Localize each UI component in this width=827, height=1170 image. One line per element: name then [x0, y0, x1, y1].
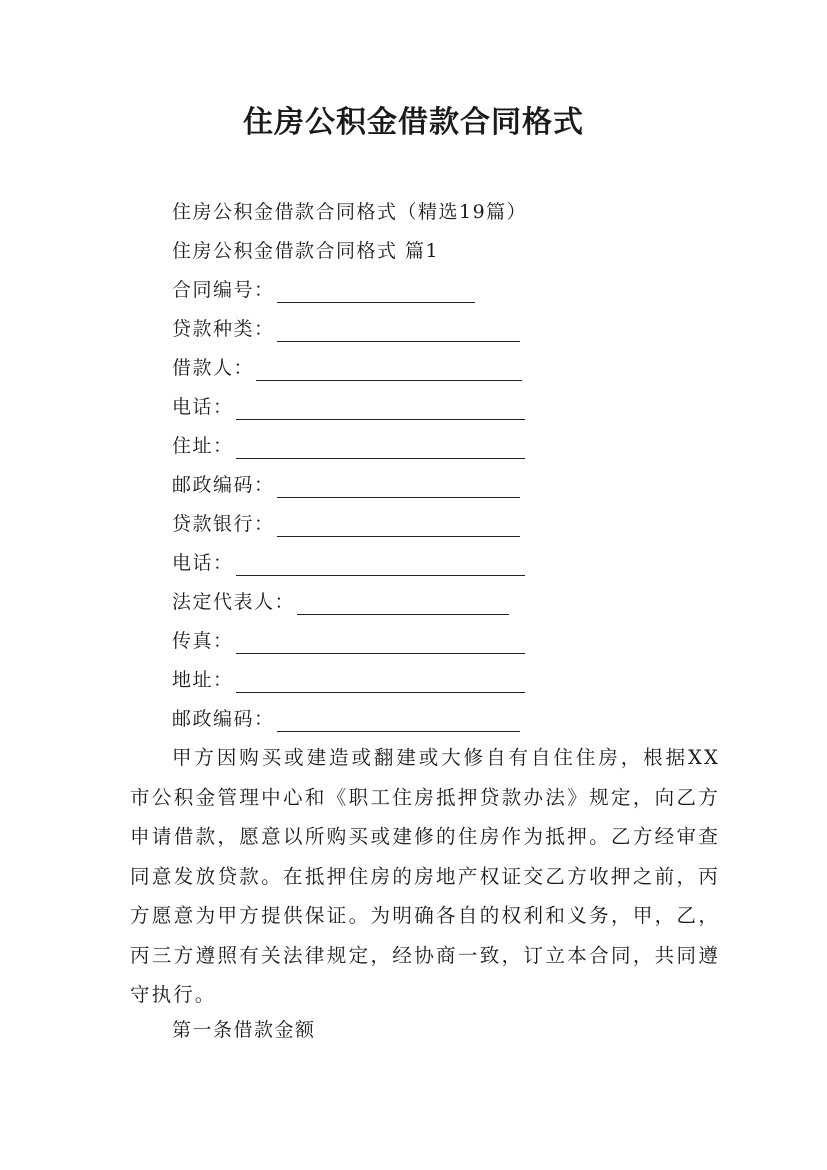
field-label: 邮政编码： — [172, 708, 275, 730]
body-paragraph: 甲方因购买或建造或翻建或大修自有自住住房，根据XX市公积金管理中心和《职工住房抵押贷款办法》规定，向乙方申请借款，愿意以所购买或建修的住房作为抵押。乙方经审查同意发放贷款。在抵押住房的房地产权证交乙方收押之前，丙方愿意为甲方提供保证。为明确各自的权利和义务，甲，乙，丙三方遵照有关法律规定，经协商一致，订立本合同，共同遵守执行。 — [130, 746, 720, 1006]
fill-blank — [236, 399, 525, 420]
fill-blank — [236, 672, 525, 693]
field-label: 法定代表人： — [172, 591, 296, 613]
field-label: 贷款种类： — [172, 318, 275, 340]
field-fax — [172, 628, 525, 654]
document-subtitle: 住房公积金借款合同格式（精选19篇） — [172, 201, 528, 223]
field-label: 传真： — [172, 630, 234, 652]
fill-blank — [256, 360, 522, 381]
fill-blank — [277, 477, 520, 498]
field-bank-phone — [172, 550, 525, 576]
field-contract-number — [172, 277, 475, 303]
field-borrower — [172, 355, 522, 381]
field-label: 住址： — [172, 435, 234, 457]
field-label: 贷款银行： — [172, 513, 275, 535]
fill-blank — [297, 594, 509, 615]
article-heading: 第一条借款金额 — [172, 1019, 316, 1041]
fill-blank — [277, 516, 520, 537]
field-label: 地址： — [172, 669, 234, 691]
field-loan-type — [172, 316, 520, 342]
field-address — [172, 667, 525, 693]
fill-blank — [236, 438, 525, 459]
fill-blank — [236, 555, 525, 576]
fill-blank — [277, 321, 520, 342]
field-borrower-phone — [172, 394, 525, 420]
fill-blank — [236, 633, 525, 654]
field-label: 借款人： — [172, 357, 255, 379]
field-label: 合同编号： — [172, 279, 275, 301]
section-label: 住房公积金借款合同格式 篇1 — [172, 240, 440, 262]
field-residence — [172, 433, 525, 459]
field-label: 电话： — [172, 396, 234, 418]
field-legal-representative — [172, 589, 509, 615]
fill-blank — [277, 711, 520, 732]
fill-blank — [277, 282, 475, 303]
field-label: 邮政编码： — [172, 474, 275, 496]
field-bank-postcode — [172, 706, 520, 732]
field-label: 电话： — [172, 552, 234, 574]
field-borrower-postcode — [172, 472, 520, 498]
document-title: 住房公积金借款合同格式 — [243, 105, 584, 140]
field-lending-bank — [172, 511, 520, 537]
